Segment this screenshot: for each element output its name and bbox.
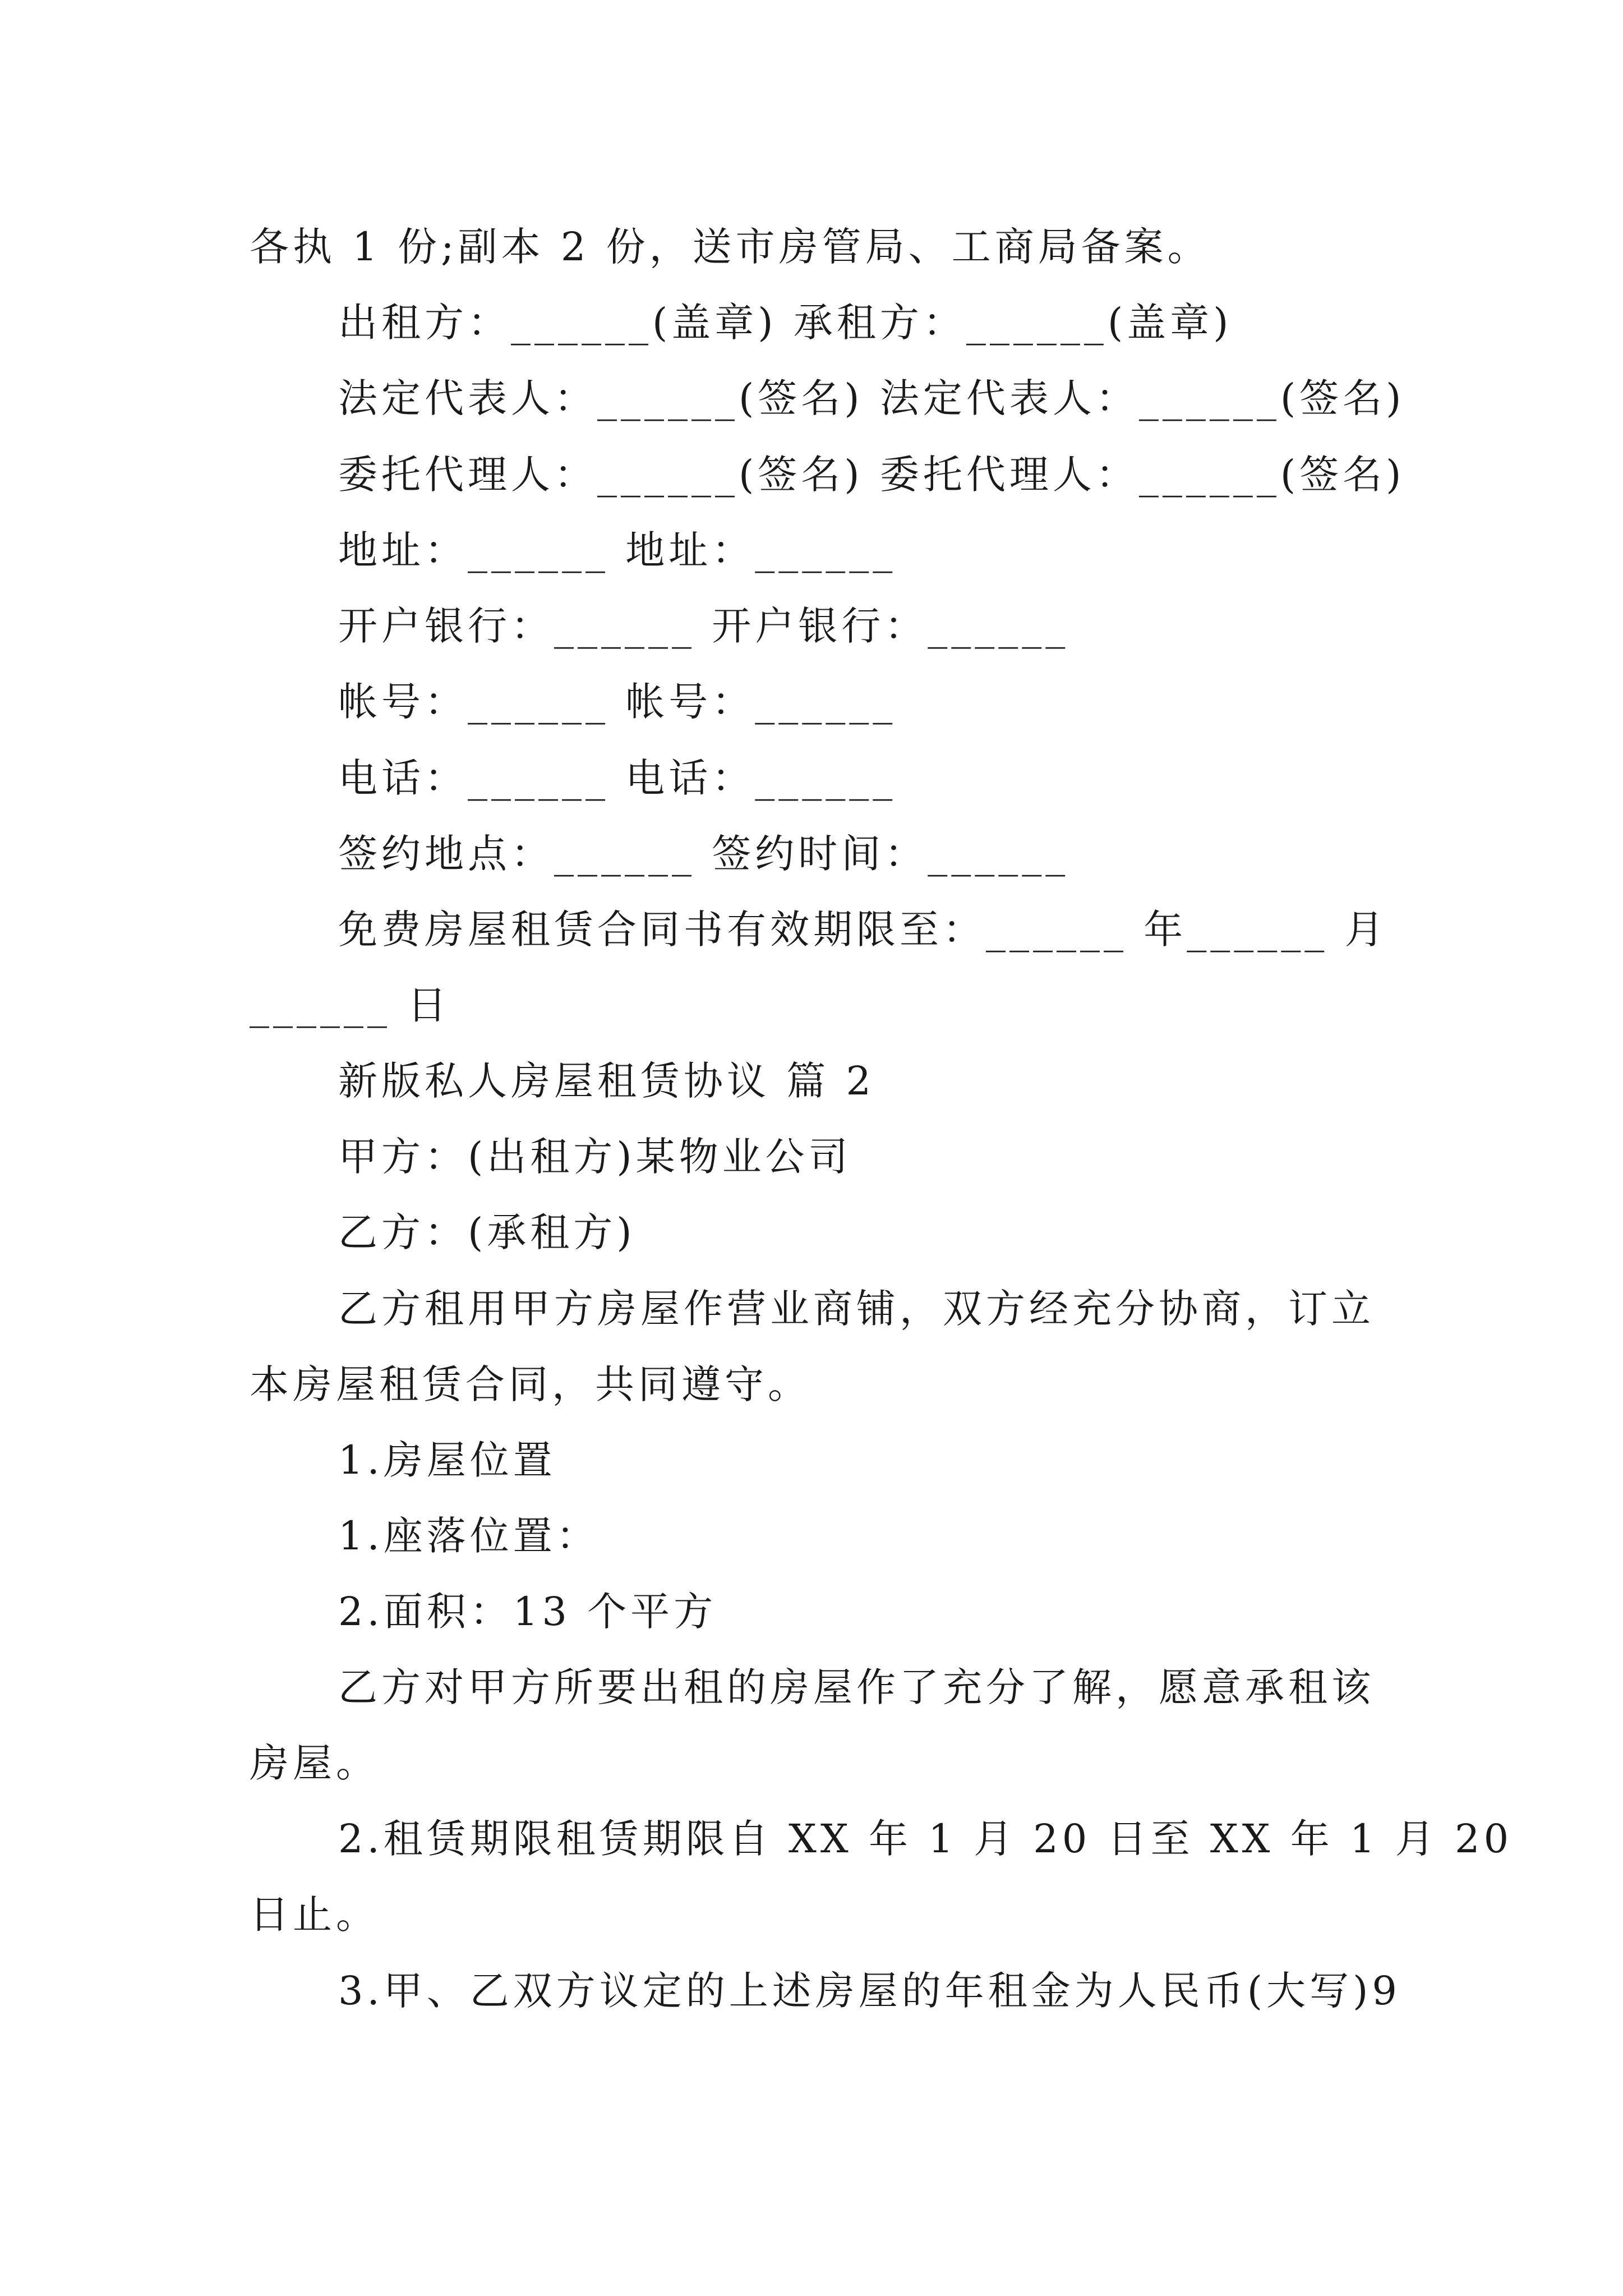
paragraph-line: 乙方租用甲方房屋作营业商铺，双方经充分协商，订立 (338, 1286, 1375, 1332)
paragraph-line: 本房屋租赁合同，共同遵守。 (250, 1361, 811, 1407)
section-heading: 新版私人房屋租赁协议 篇 2 (338, 1058, 875, 1104)
clause-line: 2.面积：13 个平方 (338, 1589, 717, 1635)
field-line-phone: 电话：______ 电话：______ (338, 755, 897, 801)
signature-line-agent: 委托代理人：______(签名) 委托代理人：______(签名) (338, 452, 1405, 498)
paragraph-line: 房屋。 (250, 1740, 379, 1786)
field-line-bank: 开户银行：______ 开户银行：______ (338, 603, 1069, 649)
paragraph-line: 乙方对甲方所要出租的房屋作了充分了解，愿意承租该 (338, 1664, 1375, 1710)
clause-line: 1.座落位置： (338, 1513, 600, 1559)
signature-line-party: 出租方：______(盖章) 承租方：______(盖章) (338, 300, 1233, 346)
clause-heading: 1.房屋位置 (338, 1437, 556, 1483)
validity-line-cont: ______ 日 (250, 982, 451, 1028)
field-line-address: 地址：______ 地址：______ (338, 527, 897, 573)
field-line-sign-place-time: 签约地点：______ 签约时间：______ (338, 831, 1069, 877)
validity-line: 免费房屋租赁合同书有效期限至：______ 年______ 月 (338, 907, 1388, 953)
signature-line-legal-rep: 法定代表人：______(签名) 法定代表人：______(签名) (338, 375, 1405, 421)
clause-line: 日止。 (250, 1892, 379, 1938)
field-line-account: 帐号：______ 帐号：______ (338, 679, 897, 725)
party-a-line: 甲方：(出租方)某物业公司 (338, 1134, 852, 1180)
clause-line: 2.租赁期限租赁期限自 XX 年 1 月 20 日至 XX 年 1 月 20 (338, 1816, 1513, 1862)
clause-line: 3.甲、乙双方议定的上述房屋的年租金为人民币(大写)9 (338, 1968, 1401, 2014)
party-b-line: 乙方：(承租方) (338, 1209, 636, 1255)
text-line: 各执 1 份;副本 2 份，送市房管局、工商局备案。 (250, 224, 1211, 270)
